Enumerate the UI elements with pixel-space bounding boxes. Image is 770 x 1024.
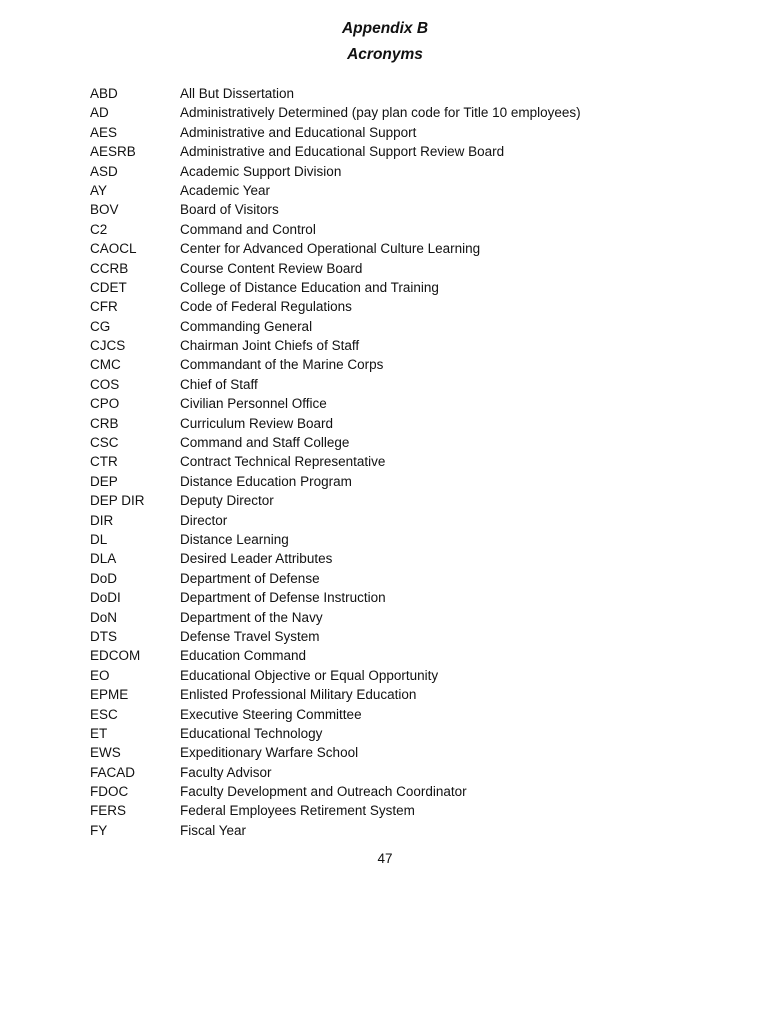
acronym-row — [0, 84, 770, 103]
acronym-row — [0, 278, 770, 297]
acronym-abbreviation: EDCOM — [90, 648, 141, 664]
acronym-row — [0, 297, 770, 316]
acronym-row — [0, 239, 770, 258]
acronym-abbreviation: ESC — [90, 706, 118, 722]
acronym-abbreviation: DEP DIR — [90, 493, 145, 509]
acronym-abbreviation: DLA — [90, 551, 117, 567]
acronym-abbreviation: DoDI — [90, 590, 121, 606]
acronym-definition: Civilian Personnel Office — [180, 396, 327, 412]
acronym-definition: All But Dissertation — [180, 86, 295, 101]
acronyms-title: Acronyms — [347, 46, 423, 63]
acronym-row — [0, 394, 770, 413]
acronym-row — [0, 317, 770, 336]
acronym-abbreviation: CAOCL — [90, 241, 137, 257]
acronym-abbreviation: EWS — [90, 745, 121, 761]
acronym-definition: Distance Learning — [180, 531, 289, 547]
acronym-row — [0, 355, 770, 374]
acronym-definition: Faculty Development and Outreach Coordinator — [180, 784, 467, 800]
acronym-definition: Educational Technology — [180, 725, 323, 741]
acronym-abbreviation: CCRB — [90, 260, 129, 276]
acronym-abbreviation: DoD — [90, 570, 118, 586]
acronym-abbreviation: CRB — [90, 415, 119, 431]
page-number: 47 — [377, 851, 393, 866]
acronym-abbreviation: C2 — [90, 221, 108, 237]
acronym-definition: Code of Federal Regulations — [180, 299, 352, 315]
acronym-definition: Administrative and Educational Support — [180, 124, 417, 140]
acronym-definition: Administratively Determined (pay plan code for Title 10 employees) — [180, 105, 581, 121]
acronym-abbreviation: CDET — [90, 279, 127, 295]
acronym-abbreviation: CSC — [90, 435, 119, 451]
acronym-abbreviation: CJCS — [90, 338, 126, 354]
acronym-abbreviation: ABD — [90, 86, 118, 101]
acronym-definition: Federal Employees Retirement System — [180, 803, 415, 819]
acronym-abbreviation: BOV — [90, 202, 119, 218]
acronym-abbreviation: AES — [90, 124, 118, 140]
acronym-row — [0, 103, 770, 122]
acronym-row — [0, 259, 770, 278]
acronym-abbreviation: FACAD — [90, 764, 136, 780]
acronym-row — [0, 491, 770, 510]
acronym-definition: Academic Year — [180, 182, 271, 198]
acronym-definition: Board of Visitors — [180, 202, 279, 218]
acronym-abbreviation: AD — [90, 105, 109, 121]
acronym-row — [0, 375, 770, 394]
acronym-abbreviation: AESRB — [90, 144, 136, 160]
acronym-row — [0, 724, 770, 743]
acronym-row — [0, 220, 770, 239]
acronym-abbreviation: ASD — [90, 163, 118, 179]
acronym-definition: Department of the Navy — [180, 609, 323, 625]
acronym-definition: Academic Support Division — [180, 163, 342, 179]
acronym-definition: Department of Defense Instruction — [180, 590, 386, 606]
acronym-definition: Chief of Staff — [180, 376, 258, 392]
acronym-abbreviation: DL — [90, 531, 108, 547]
acronym-row — [0, 530, 770, 549]
acronym-abbreviation: FERS — [90, 803, 127, 819]
acronym-definition: Administrative and Educational Support Review Board — [180, 144, 505, 160]
acronym-abbreviation: EPME — [90, 687, 129, 703]
acronym-row — [0, 433, 770, 452]
acronym-abbreviation: EO — [90, 667, 110, 683]
acronym-definition: Faculty Advisor — [180, 764, 272, 780]
acronym-row — [0, 588, 770, 607]
acronym-definition: Expeditionary Warfare School — [180, 745, 359, 761]
acronym-row — [0, 452, 770, 471]
acronym-row — [0, 181, 770, 200]
acronym-abbreviation: COS — [90, 376, 120, 392]
acronym-row — [0, 123, 770, 142]
acronym-abbreviation: DoN — [90, 609, 118, 625]
acronym-row — [0, 646, 770, 665]
appendix-title: Appendix B — [341, 20, 429, 37]
acronym-definition: Curriculum Review Board — [180, 415, 334, 431]
acronym-definition: Commanding General — [180, 318, 313, 334]
acronym-definition: Executive Steering Committee — [180, 706, 362, 722]
acronym-definition: Fiscal Year — [180, 822, 247, 838]
acronym-definition: Defense Travel System — [180, 628, 320, 644]
acronym-row — [0, 569, 770, 588]
acronym-row — [0, 743, 770, 762]
acronym-row — [0, 685, 770, 704]
acronym-list — [0, 84, 770, 840]
acronym-row — [0, 627, 770, 646]
acronym-definition: Education Command — [180, 648, 307, 664]
acronym-definition: Course Content Review Board — [180, 260, 363, 276]
acronym-abbreviation: ET — [90, 725, 108, 741]
acronym-abbreviation: CFR — [90, 299, 118, 315]
acronym-row — [0, 666, 770, 685]
acronym-row — [0, 511, 770, 530]
acronym-row — [0, 162, 770, 181]
acronym-definition: Contract Technical Representative — [180, 454, 386, 470]
acronym-row — [0, 801, 770, 820]
acronym-definition: Commandant of the Marine Corps — [180, 357, 384, 373]
acronym-abbreviation: AY — [90, 182, 108, 198]
acronym-abbreviation: CMC — [90, 357, 121, 373]
acronym-definition: Desired Leader Attributes — [180, 551, 333, 567]
acronym-abbreviation: CPO — [90, 396, 120, 412]
acronym-definition: Department of Defense — [180, 570, 320, 586]
acronym-abbreviation: DEP — [90, 473, 118, 489]
acronym-row — [0, 608, 770, 627]
acronym-definition: Chairman Joint Chiefs of Staff — [180, 338, 360, 354]
acronym-abbreviation: DTS — [90, 628, 117, 644]
acronym-row — [0, 782, 770, 801]
acronym-definition: Center for Advanced Operational Culture Learning — [180, 241, 481, 257]
acronym-abbreviation: CG — [90, 318, 111, 334]
acronym-definition: College of Distance Education and Training — [180, 279, 439, 295]
acronym-row — [0, 472, 770, 491]
acronym-abbreviation: DIR — [90, 512, 114, 528]
acronym-row — [0, 549, 770, 568]
acronym-abbreviation: FDOC — [90, 784, 129, 800]
acronym-row — [0, 414, 770, 433]
acronym-abbreviation: FY — [90, 822, 108, 838]
acronym-definition: Command and Control — [180, 221, 316, 237]
acronym-definition: Command and Staff College — [180, 435, 350, 451]
acronym-row — [0, 763, 770, 782]
acronym-definition: Enlisted Professional Military Education — [180, 687, 417, 703]
acronym-row — [0, 142, 770, 161]
acronym-definition: Deputy Director — [180, 493, 274, 509]
acronym-abbreviation: CTR — [90, 454, 118, 470]
acronym-row — [0, 821, 770, 840]
acronym-definition: Distance Education Program — [180, 473, 352, 489]
acronym-row — [0, 705, 770, 724]
acronym-definition: Educational Objective or Equal Opportunity — [180, 667, 439, 683]
acronym-row — [0, 200, 770, 219]
acronym-row — [0, 336, 770, 355]
acronym-definition: Director — [180, 512, 228, 528]
